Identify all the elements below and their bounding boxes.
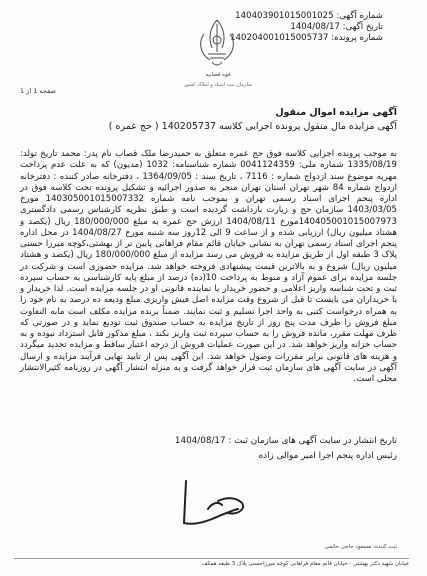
ad-number: 140403901015001025 — [235, 11, 334, 21]
ad-date-label: تاریخ آگهی: — [342, 22, 383, 32]
ad-date: 1404/08/17 — [290, 22, 340, 32]
signature-icon — [178, 473, 256, 533]
recorder-info — [20, 544, 397, 550]
signatory: رئیس اداره پنجم اجرا امیر موالی زاده — [258, 451, 397, 461]
emblem-subtitle: سازمان ثبت اسناد و املاک کشور — [183, 82, 253, 88]
recorder-label: ثبت کننده: — [373, 544, 397, 550]
document-title: آگهی مزایده اموال منقول — [275, 107, 397, 118]
document-body — [20, 149, 397, 385]
publish-date: تاریخ انتشار در سایت آگهی های سازمان ثبت : 1404/08/17 — [174, 436, 397, 446]
recorder-name: مسعود حاجی حاتمی — [324, 544, 372, 550]
ad-number-label: شماره آگهی: — [336, 11, 383, 21]
case-number-label: شماره پرونده: — [331, 33, 383, 43]
page-number: صفحه 1 از 1 — [20, 87, 56, 95]
body-paragraph: به موجب پرونده اجرایی کلاسه فوق حج عمره متعلق به حمیدرضا ملک قصاب نام پدر: محمد تاریخ تولد: 1335/08/19 شماره ملی: 0041124359 شماره شناسنامه: 1032 (مدیون) که به علت عدم پرداخت مهریه موضوع سند ازدواج شماره : 7116 ، تاریخ سند : 1364/09/05 ، دفترخانه صادر کننده : دفترخانه ازدواج شماره 84 شهر تهران استان تهران منجر به صدور اجرائیه و تشکیل پرونده تحت کلاسه فوق در اداره پنجم اجرای اسناد رسمی تهران و بموجب نامه شماره 140305001015007332 مورخ 1403/03/05 سازمان حج و زیارت بازداشت گردیده است و طبق نظریه کارشناس رسمی دادگستری 140405001015007973مورخ 1404/08/11 ارزش حج عمره به مبلغ 180/000/000 ریال (یکصد و هشتاد میلیون ریال) ارزیابی شده و از ساعت 9 الی 12روز سه شنبه مورخ 1404/08/27 در محل اداره پنجم اجرای اسناد رسمی تهران به نشانی خیابان قائم مقام فراهانی پایین تر از بهشتی،کوچه میرزا حسنی پلاک 3 طبقه اول از طریق مزایده به فروش می رسد مزایده از مبلغ 180/000/000 ریال (یکصد و هشتاد میلیون ریال) شروع و به بالاترین قیمت پیشنهادی فروخته خواهد شد. مزایده حضوری است و شرکت در جلسه مزایده برای عموم آزاد و منوط به پرداخت 10(ده) درصد از مبلغ پایه کارشناسی به حساب سپرده ثبت و تحت شناسه واریز اعلامی و حضور خریدار یا نماینده قانونی او در جلسه مزایده است. لذا خریدار و یا خریداران می بایست تا قبل از شروع وقت مزایده اصل فیش واریزی مبلغ ودیعه ده درصد به نام خود را به همراه درخواست کتبی به واحد اجرا تسلیم و ثبت نمایند. ضمناً برنده مزایده مکلف است مابه التفاوت مبلغ فروش را ظرف مدت پنج روز از تاریخ مزایده به حساب صندوق ثبت تودیع نماید و در صورتی که ظرف مهلت مقرر، مانده فروش را به حساب سپرده ثبت واریز نکند ، مبلغ مذکور قابل استرداد نبوده و به حساب خزانه واریز خواهد شد. در این صورت عملیات فروش از درجه اعتبار ساقط و مزایده تجدید میگردد و هزینه های قانونی برابر مقررات وصول خواهد شد. این آگهی پس از تایید نهایی فرآیند مزایده و ارسال آگهی در سایت آگهی های سازمان ثبت قرار خواهد گرفت و به منزله انتشار آگهی در روزنامه کثیرالانتشار محلی است. — [20, 149, 398, 384]
document-subtitle: آگهی مزایده مال منقول پرونده اجرایی کلاسه 140205737 ( حج عمره ) — [108, 121, 397, 132]
ad-date-row — [230, 22, 383, 33]
ad-header-info — [230, 11, 383, 44]
ad-number-row — [230, 11, 383, 22]
case-number: 140204001015005737 — [230, 33, 329, 43]
emblem-icon — [190, 14, 244, 70]
office-address: خیابان شهید دکتر بهشتی - خیابان قائم مقام فراهانی کوچه میرزاحسنی پلاک 3 طبقه همکف — [14, 558, 409, 573]
case-number-row — [230, 33, 383, 44]
emblem-title: قوه قضاییه — [205, 72, 231, 78]
